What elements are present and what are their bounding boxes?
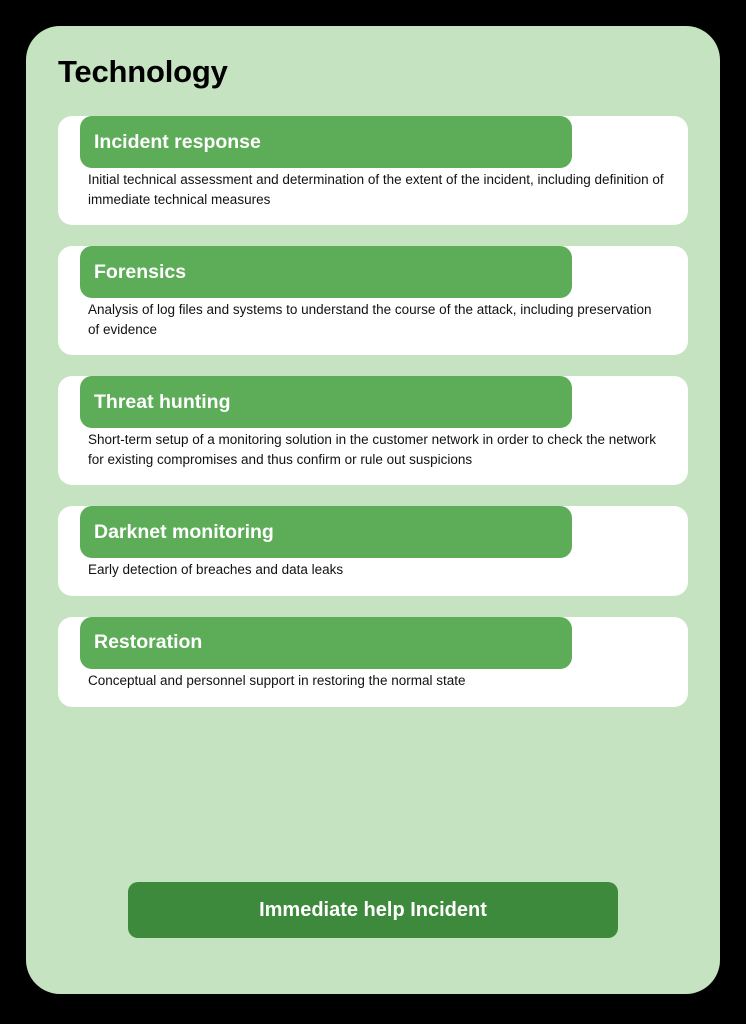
list-item bbox=[58, 246, 688, 355]
service-description: Conceptual and personnel support in restoring the normal state bbox=[88, 672, 466, 688]
service-header-darknet-monitoring[interactable] bbox=[80, 506, 572, 558]
list-item bbox=[58, 506, 688, 596]
service-title: Darknet monitoring bbox=[94, 520, 274, 543]
page-title: Technology bbox=[58, 54, 228, 89]
immediate-help-button[interactable]: Immediate help Incident bbox=[128, 882, 618, 938]
service-description: Initial technical assessment and determination of the extent of the incident, including definition of immediate technical measures bbox=[88, 172, 664, 207]
service-header-threat-hunting[interactable] bbox=[80, 376, 572, 428]
service-title: Forensics bbox=[94, 260, 187, 283]
service-description: Short-term setup of a monitoring solution in the customer network in order to check the network for existing compromises and thus confirm or rule out suspicions bbox=[88, 432, 657, 467]
service-header-forensics[interactable] bbox=[80, 246, 572, 298]
list-item bbox=[58, 376, 688, 485]
service-title: Restoration bbox=[94, 631, 203, 654]
list-item bbox=[58, 116, 688, 225]
cta-container bbox=[26, 882, 720, 938]
service-description: Early detection of breaches and data leaks bbox=[88, 562, 344, 578]
list-item bbox=[58, 617, 688, 707]
service-header-restoration[interactable] bbox=[80, 617, 572, 669]
service-title: Incident response bbox=[94, 130, 261, 153]
service-header-incident-response[interactable] bbox=[80, 116, 572, 168]
service-list bbox=[58, 116, 688, 728]
service-title: Threat hunting bbox=[94, 390, 231, 413]
technology-card bbox=[26, 26, 720, 994]
service-description: Analysis of log files and systems to understand the course of the attack, including preservation of evidence bbox=[88, 302, 652, 337]
